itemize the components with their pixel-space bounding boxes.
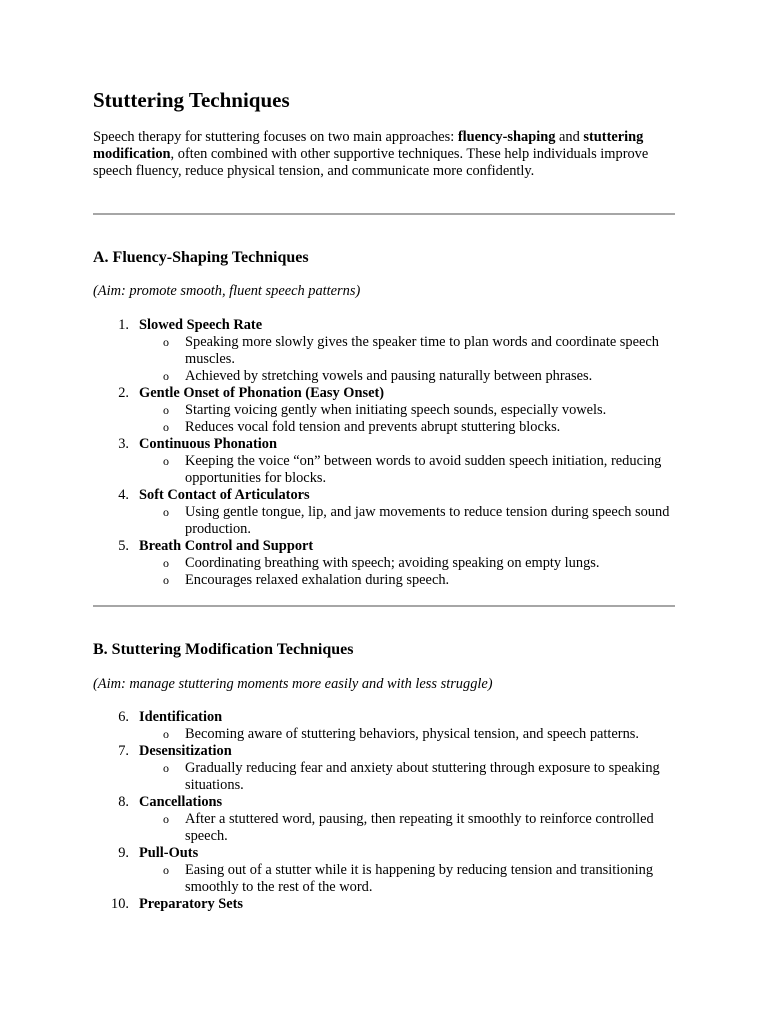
- technique-point-text: Gradually reducing fear and anxiety about stuttering through exposure to speaking situations.: [185, 760, 660, 793]
- bullet-icon: o: [163, 863, 169, 877]
- item-number: 10.: [111, 896, 129, 912]
- bullet-icon: o: [163, 573, 169, 587]
- technique-title: Soft Contact of Articulators: [139, 487, 310, 503]
- divider: [93, 605, 675, 607]
- technique-points: [93, 555, 675, 589]
- intro-text: and: [555, 129, 584, 145]
- technique-point-text: Becoming aware of stuttering behaviors, physical tension, and speech patterns.: [185, 726, 639, 742]
- technique-point-text: Speaking more slowly gives the speaker time to plan words and coordinate speech muscles.: [185, 334, 659, 367]
- bullet-icon: o: [163, 335, 169, 349]
- bullet-icon: o: [163, 403, 169, 417]
- page-title: Stuttering Techniques: [93, 88, 290, 112]
- technique-points: [93, 334, 675, 385]
- technique-title: Breath Control and Support: [139, 538, 314, 554]
- technique-point-text: After a stuttered word, pausing, then repeating it smoothly to reinforce controlled speech.: [185, 811, 654, 844]
- bullet-icon: o: [163, 420, 169, 434]
- item-number: 4.: [118, 487, 129, 503]
- technique-title: Gentle Onset of Phonation (Easy Onset): [139, 385, 385, 401]
- technique-points: [93, 453, 675, 487]
- item-number: 6.: [118, 709, 129, 725]
- technique-title: Identification: [139, 709, 223, 725]
- bullet-icon: o: [163, 812, 169, 826]
- technique-item: [93, 845, 675, 896]
- technique-point: [93, 726, 675, 743]
- technique-point: [93, 334, 675, 368]
- technique-title: Slowed Speech Rate: [139, 317, 263, 333]
- technique-point-text: Keeping the voice “on” between words to avoid sudden speech initiation, reducing opportunities for blocks.: [185, 453, 662, 486]
- technique-point: [93, 760, 675, 794]
- technique-point: [93, 862, 675, 896]
- item-number: 8.: [118, 794, 129, 810]
- intro-bold-fluency-shaping: fluency-shaping: [457, 129, 556, 145]
- bullet-icon: o: [163, 761, 169, 775]
- technique-point-text: Easing out of a stutter while it is happening by reducing tension and transitioning smoothly to the rest of the word.: [185, 862, 654, 895]
- technique-point: [93, 572, 675, 589]
- technique-title: Cancellations: [139, 794, 223, 810]
- technique-point: [93, 453, 675, 487]
- technique-points: [93, 726, 675, 743]
- section-heading-b: B. Stuttering Modification Techniques: [93, 641, 354, 658]
- item-number: 3.: [118, 436, 129, 452]
- section-heading-a: A. Fluency-Shaping Techniques: [93, 249, 309, 266]
- technique-item: [93, 794, 675, 845]
- bullet-icon: o: [163, 505, 169, 519]
- intro-paragraph: [93, 129, 675, 180]
- intro-text: Speech therapy for stuttering focuses on two main approaches:: [93, 129, 458, 145]
- technique-points: [93, 402, 675, 436]
- technique-title: Continuous Phonation: [139, 436, 277, 452]
- technique-list-a: [93, 317, 675, 589]
- technique-point: [93, 419, 675, 436]
- divider: [93, 213, 675, 215]
- technique-points: [93, 760, 675, 794]
- intro-text: , often combined with other supportive techniques. These help individuals improve speech fluency, reduce physical tension, and communicate more confidently.: [93, 146, 649, 179]
- technique-point-text: Reduces vocal fold tension and prevents abrupt stuttering blocks.: [185, 419, 561, 435]
- technique-point-text: Encourages relaxed exhalation during speech.: [185, 572, 450, 588]
- technique-item: [93, 743, 675, 794]
- item-number: 7.: [118, 743, 129, 759]
- intro-bold-stuttering-modification: stuttering modification: [93, 129, 644, 162]
- technique-point: [93, 811, 675, 845]
- item-number: 1.: [118, 317, 129, 333]
- technique-item: [93, 896, 675, 913]
- section-aim-b: (Aim: manage stuttering moments more easily and with less struggle): [93, 676, 493, 692]
- item-number: 5.: [118, 538, 129, 554]
- bullet-icon: o: [163, 454, 169, 468]
- technique-point: [93, 555, 675, 572]
- technique-point-text: Coordinating breathing with speech; avoiding speaking on empty lungs.: [185, 555, 600, 571]
- technique-item: [93, 487, 675, 538]
- technique-item: [93, 385, 675, 436]
- bullet-icon: o: [163, 727, 169, 741]
- technique-point: [93, 402, 675, 419]
- technique-title: Preparatory Sets: [139, 896, 244, 912]
- technique-points: [93, 811, 675, 845]
- technique-point: [93, 504, 675, 538]
- technique-title: Desensitization: [139, 743, 232, 759]
- technique-title: Pull-Outs: [139, 845, 199, 861]
- technique-item: [93, 538, 675, 589]
- technique-points: [93, 862, 675, 896]
- item-number: 9.: [118, 845, 129, 861]
- technique-item: [93, 436, 675, 487]
- item-number: 2.: [118, 385, 129, 401]
- technique-points: [93, 504, 675, 538]
- technique-point-text: Starting voicing gently when initiating speech sounds, especially vowels.: [185, 402, 607, 418]
- technique-list-b: [93, 709, 675, 913]
- bullet-icon: o: [163, 556, 169, 570]
- section-aim-a: (Aim: promote smooth, fluent speech patterns): [93, 283, 361, 299]
- bullet-icon: o: [163, 369, 169, 383]
- technique-point-text: Achieved by stretching vowels and pausing naturally between phrases.: [185, 368, 593, 384]
- technique-point-text: Using gentle tongue, lip, and jaw movements to reduce tension during speech sound production.: [185, 504, 670, 537]
- technique-item: [93, 709, 675, 743]
- technique-item: [93, 317, 675, 385]
- technique-point: [93, 368, 675, 385]
